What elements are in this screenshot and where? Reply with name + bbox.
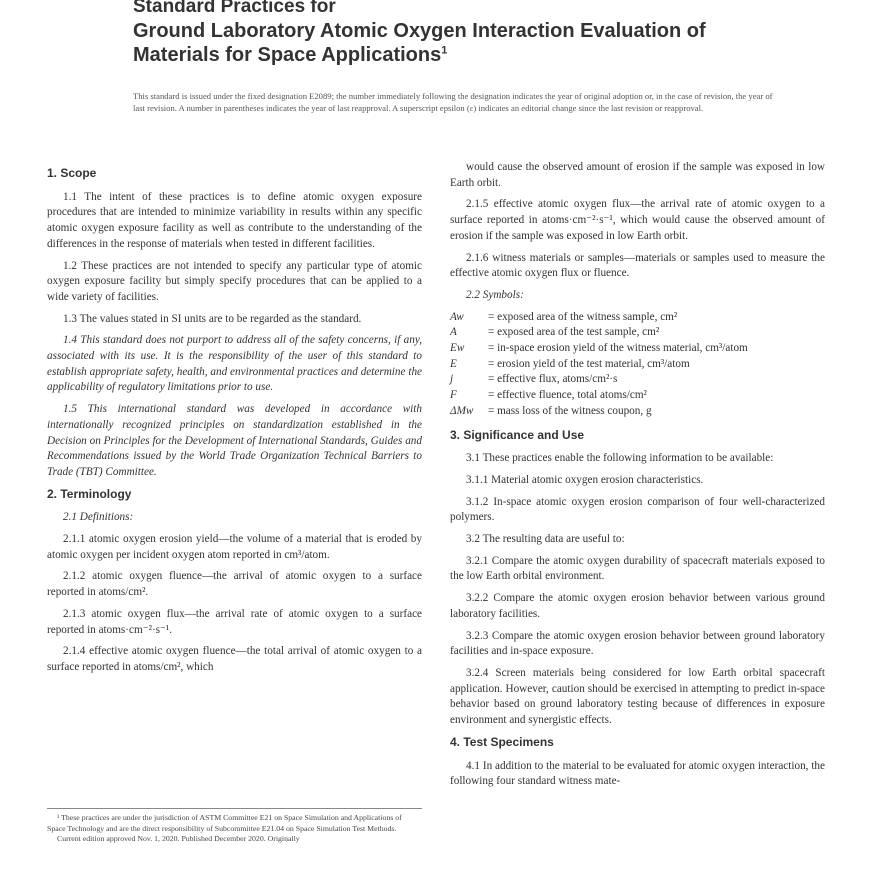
paragraph-3-2-1: 3.2.1 Compare the atomic oxygen durability of spacecraft materials exposed to the low Earth orbital environment. xyxy=(450,554,825,583)
title-line-2: Ground Laboratory Atomic Oxygen Interaction Evaluation of xyxy=(133,20,706,42)
section-heading-specimens: 4. Test Specimens xyxy=(450,734,554,749)
paragraph-1-5: 1.5 This international standard was developed in accordance with internationally recognized principles on standardization established in the Decision on Principles for the Development of International Standards, Guides and Recommendations issued by the World Trade Organization Technical Barriers to Trade (TBT) Committee. xyxy=(47,403,422,478)
paragraph-3-2-4: 3.2.4 Screen materials being considered for low Earth orbital spacecraft application. However, caution should be exercised in attempting to predict in-space behavior based on ground laboratory testing because of differences in exposure environment and synergistic effects. xyxy=(450,666,825,727)
paragraph-3-2-3: 3.2.3 Compare the atomic oxygen erosion behavior between ground laboratory facilities and in-space exposure. xyxy=(450,629,825,658)
footnote-2: Current edition approved Nov. 1, 2020. Published December 2020. Originally xyxy=(57,834,300,843)
paragraph-2-1-2: 2.1.2 atomic oxygen fluence—the arrival of atomic oxygen to a surface reported in atoms/cm². xyxy=(47,570,422,599)
symbol: A xyxy=(450,326,457,339)
symbol-definition: = effective fluence, total atoms/cm² xyxy=(488,389,647,402)
paragraph-3-1-1: 3.1.1 Material atomic oxygen erosion characteristics. xyxy=(466,473,704,486)
symbol-definition: = mass loss of the witness coupon, g xyxy=(488,404,652,417)
title-line-1: Standard Practices for xyxy=(133,0,336,17)
title-line-3-text: Materials for Space Applications xyxy=(133,44,442,66)
paragraph-1-1: 1.1 The intent of these practices is to define atomic oxygen exposure procedures that are intended to minimize variability in results within any specific atomic oxygen exposure facility as well as contribute to the understanding of the differences in the response of materials when tested in different facilities. xyxy=(47,190,422,250)
symbol-definition: = in-space erosion yield of the witness material, cm³/atom xyxy=(488,342,748,355)
paragraph-4-1: 4.1 In addition to the material to be evaluated for atomic oxygen interaction, the following four standard witness mate- xyxy=(450,759,825,788)
paragraph-3-2: 3.2 The resulting data are useful to: xyxy=(466,533,625,546)
symbol: E xyxy=(450,357,457,370)
symbol-definition: = erosion yield of the test material, cm³/atom xyxy=(488,357,690,370)
paragraph-2-1-3: 2.1.3 atomic oxygen flux—the arrival rate of atomic oxygen to a surface reported in atoms·cm⁻²·s⁻¹. xyxy=(47,607,422,636)
paragraph-1-2: 1.2 These practices are not intended to specify any particular type of atomic oxygen exposure facility but simply specify procedures that can be applied to a wide variety of facilities. xyxy=(47,259,422,303)
section-heading-significance: 3. Significance and Use xyxy=(450,427,585,442)
section-heading-terminology: 2. Terminology xyxy=(47,486,132,501)
title-line-3 xyxy=(133,44,447,67)
right-column xyxy=(450,160,825,796)
section-heading-scope: 1. Scope xyxy=(47,166,97,180)
paragraph-3-1-2: 3.1.2 In-space atomic oxygen erosion comparison of four well-characterized polymers. xyxy=(450,495,825,524)
footnote-1: ¹ These practices are under the jurisdiction of ASTM Committee E21 on Space Simulation and Applications of Space Technology and are the direct responsibility of Subcommittee E21.04 on Space Simulation Test Methods. xyxy=(47,813,402,833)
paragraph-2-1-6: 2.1.6 witness materials or samples—materials or samples used to measure the effective atomic oxygen flux or fluence. xyxy=(450,251,825,280)
left-column xyxy=(47,160,422,682)
title-footnote-mark: 1 xyxy=(441,44,448,57)
symbol-definition: = effective flux, atoms/cm²·s xyxy=(488,373,618,386)
symbol: Ew xyxy=(450,342,465,355)
symbol-definition: = exposed area of the test sample, cm² xyxy=(488,326,660,339)
paragraph-3-1: 3.1 These practices enable the following information to be available: xyxy=(466,452,774,465)
paragraph-2-1-1: 2.1.1 atomic oxygen erosion yield—the volume of a material that is eroded by atomic oxygen per incident oxygen atom reported in cm³/atom. xyxy=(47,533,422,561)
paragraph-2-1-4: 2.1.4 effective atomic oxygen fluence—the total arrival of atomic oxygen to a surface reported in atoms/cm², which xyxy=(47,645,422,673)
paragraph-2-2: 2.2 Symbols: xyxy=(466,288,524,301)
paragraph-2-1: 2.1 Definitions: xyxy=(63,511,134,524)
paragraph-1-3: 1.3 The values stated in SI units are to be regarded as the standard. xyxy=(63,312,362,325)
symbol: ΔMw xyxy=(450,404,474,417)
symbol: Aw xyxy=(450,310,464,323)
symbol: j xyxy=(450,373,454,386)
paragraph-2-1-5: 2.1.5 effective atomic oxygen flux—the arrival rate of atomic oxygen to a surface reported in atoms·cm⁻²·s⁻¹, which would cause the observed amount of erosion if the sample was exposed in low Earth orbit. xyxy=(450,198,825,242)
paragraph-1-4: 1.4 This standard does not purport to address all of the safety concerns, if any, associated with its use. It is the responsibility of the user of this standard to establish appropriate safety, health, and environmental practices and determine the applicability of regulatory limitations prior to use. xyxy=(47,334,422,394)
symbols-list xyxy=(450,310,825,420)
paragraph-2-1-4-cont: would cause the observed amount of erosion if the sample was exposed in low Earth orbit. xyxy=(450,161,825,189)
footnote xyxy=(47,808,422,845)
symbol: F xyxy=(450,389,457,402)
symbol-definition: = exposed area of the witness sample, cm² xyxy=(488,310,678,323)
paragraph-3-2-2: 3.2.2 Compare the atomic oxygen erosion behavior between various ground laboratory facilities. xyxy=(450,592,825,620)
designation-note: This standard is issued under the fixed designation E2089; the number immediately following the designation indicates the year of original adoption or, in the case of revision, the year of last revision. A number in parentheses indicates the year of last reapproval. A superscript epsilon (ε) indicates an editorial change since the last revision or reapproval. xyxy=(133,91,773,113)
